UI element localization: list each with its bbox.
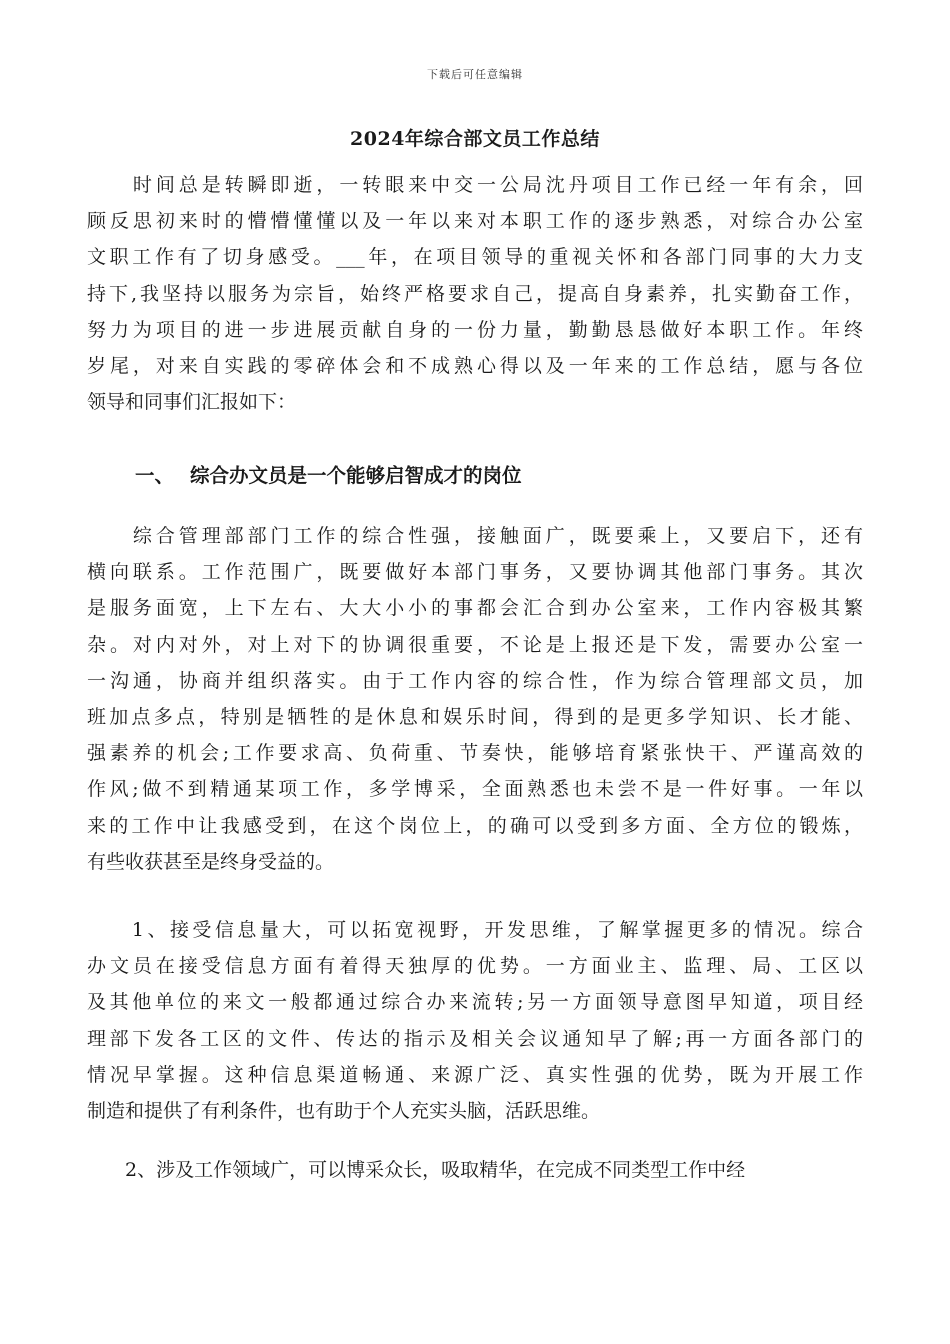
text-line: 强素养的机会;工作要求高、负荷重、节奏快，能够培育紧张快干、严谨高效的: [87, 742, 863, 765]
paragraph-4: [87, 1152, 863, 1188]
text-line: 制造和提供了有利条件，也有助于个人充实头脑，活跃思维。: [87, 1099, 601, 1122]
text-line: 努力为项目的进一步进展贡献自身的一份力量，勤勤恳恳做好本职工作。年终: [87, 318, 863, 341]
text-line: 班加点多点，特别是牺牲的是休息和娱乐时间，得到的是更多学知识、长才能、: [87, 705, 863, 728]
text-line: 作风;做不到精通某项工作，多学博采，全面熟悉也未尝不是一件好事。一年以: [87, 778, 863, 801]
paragraph-2: [87, 518, 863, 880]
text-line: 2、涉及工作领域广，可以博采众长，吸取精华，在完成不同类型工作中经: [87, 1159, 746, 1181]
text-line: 1、接受信息量大，可以拓宽视野，开发思维，了解掌握更多的情况。综合: [87, 919, 863, 941]
text-line: 情况早掌握。这种信息渠道畅通、来源广泛、真实性强的优势，既为开展工作: [87, 1063, 863, 1086]
text-line: 综合管理部部门工作的综合性强，接触面广，既要乘上，又要启下，还有: [87, 525, 863, 547]
text-line: 来的工作中让我感受到，在这个岗位上，的确可以受到多方面、全方位的锻炼，: [87, 814, 863, 837]
section-number: 一、: [135, 464, 175, 487]
header-note: 下载后可任意编辑: [427, 68, 523, 81]
text-line: 办文员在接受信息方面有着得天独厚的优势。一方面业主、监理、局、工区以: [87, 955, 863, 978]
text-line: 一沟通，协商并组织落实。由于工作内容的综合性，作为综合管理部文员，加: [87, 669, 863, 692]
section-heading-1: [135, 460, 522, 488]
paragraph-1: [87, 167, 863, 420]
paragraph-3: [87, 912, 863, 1129]
text-line: 横向联系。工作范围广，既要做好本部门事务，又要协调其他部门事务。其次: [87, 561, 863, 584]
text-line: 顾反思初来时的懵懵懂懂以及一年以来对本职工作的逐步熟悉，对综合办公室: [87, 210, 863, 233]
text-line: 文职工作有了切身感受。___年，在项目领导的重视关怀和各部门同事的大力支: [87, 246, 863, 269]
text-line: 杂。对内对外，对上对下的协调很重要，不论是上报还是下发，需要办公室一: [87, 633, 863, 656]
text-line: 有些收获甚至是终身受益的。: [87, 850, 335, 873]
text-line: 时间总是转瞬即逝，一转眼来中交一公局沈丹项目工作已经一年有余，回: [87, 174, 863, 196]
text-line: 领导和同事们汇报如下：: [87, 391, 297, 414]
section-title: 综合办文员是一个能够启智成才的岗位: [190, 464, 522, 487]
text-line: 是服务面宽，上下左右、大大小小的事都会汇合到办公室来，工作内容极其繁: [87, 597, 863, 620]
document-title: 2024年综合部文员工作总结: [350, 128, 600, 150]
text-line: 持下,我坚持以服务为宗旨，始终严格要求自己，提高自身素养，扎实勤奋工作，: [87, 282, 863, 305]
text-line: 及其他单位的来文一般都通过综合办来流转;另一方面领导意图早知道，项目经: [87, 991, 863, 1014]
text-line: 岁尾，对来自实践的零碎体会和不成熟心得以及一年来的工作总结，愿与各位: [87, 354, 863, 377]
text-line: 理部下发各工区的文件、传达的指示及相关会议通知早了解;再一方面各部门的: [87, 1027, 863, 1050]
